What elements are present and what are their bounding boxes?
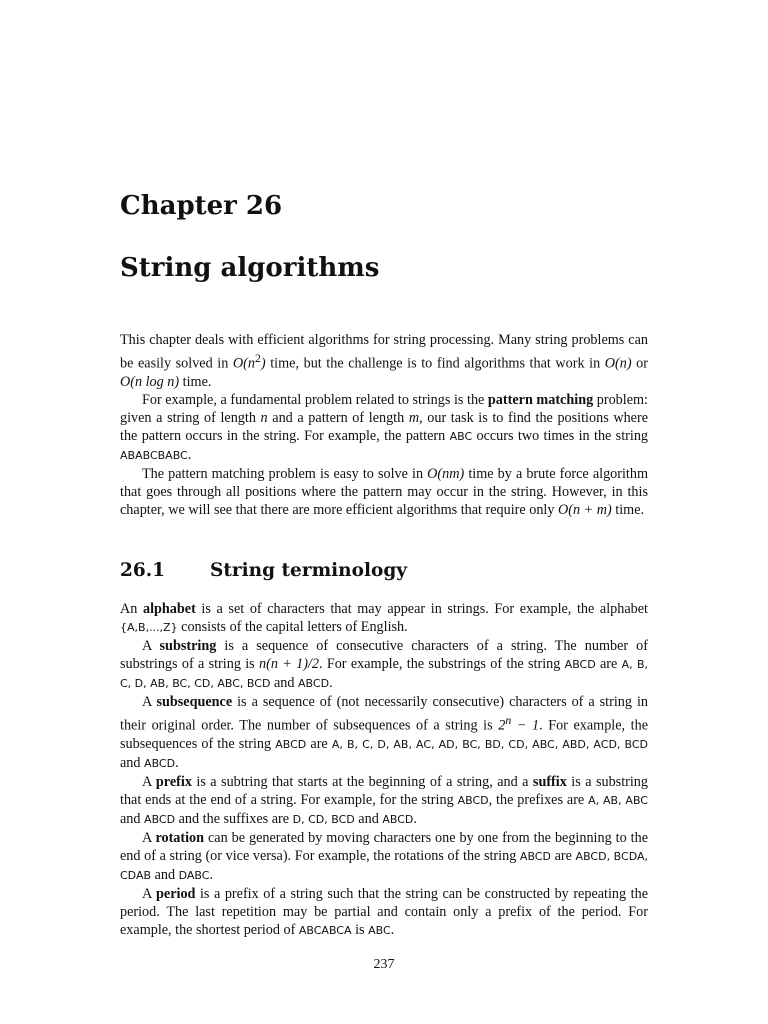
page-number: 237 — [373, 957, 395, 972]
text-run: consists of the capital letters of English. — [177, 619, 408, 635]
period-paragraph — [120, 885, 648, 940]
code-run: ABCD — [144, 812, 176, 826]
bold-term: suffix — [532, 773, 567, 790]
text-run: is — [351, 921, 369, 938]
text-run: . — [329, 675, 333, 691]
text-run: and — [120, 810, 145, 827]
text-run: time by a brute force algorithm that goes through all positions where the pattern may occur in the string. However, in this chapter, we will see that there are more efficient algorithms that require only — [120, 465, 649, 518]
text-run: is a sequence of (not necessarily consecutive) characters of a string in their original order. The number of subsequences of a string is — [120, 694, 648, 734]
text-run: . — [175, 754, 179, 771]
text-run: and the suffixes are — [175, 810, 293, 827]
math-run: ) — [260, 355, 266, 372]
code-run: D, CD, BCD — [292, 812, 355, 826]
text-run: The pattern matching problem is easy to solve in — [142, 465, 428, 482]
bold-term: period — [156, 885, 196, 902]
text-run: are — [550, 847, 576, 864]
text-run: This chapter deals with efficient algorithms for string processing. Many string problems can be easily solved in — [120, 332, 648, 372]
code-run: ABCD — [144, 756, 176, 770]
rotation-paragraph — [120, 829, 648, 885]
code-run: A, B, C, D, AB, AC, AD, BC, BD, CD, ABC, ABD, ACD, BCD — [331, 737, 648, 751]
text-run: . — [209, 866, 214, 883]
text-run: . For example, the subsequences of the string — [120, 717, 648, 752]
text-run: and — [151, 866, 179, 883]
text-run: time. — [611, 501, 645, 518]
code-run: ABCD — [275, 737, 307, 751]
text-run: and — [354, 810, 383, 827]
math-run: O(n) — [604, 355, 632, 372]
bold-term: pattern matching — [487, 391, 594, 408]
text-run: A — [142, 694, 157, 710]
bold-term: substring — [159, 638, 217, 654]
math-run: O(n + m) — [558, 501, 612, 518]
text-run: and a pattern of length — [267, 409, 409, 426]
code-run: ABCABCA — [298, 923, 352, 937]
chapter-title: String algorithms — [120, 253, 380, 283]
bold-term: prefix — [155, 773, 192, 790]
text-run: problem: given a string of length — [120, 391, 648, 426]
text-run: , the prefixes are — [488, 791, 589, 808]
code-run: A, AB, ABC — [588, 793, 648, 807]
text-run: A — [142, 829, 156, 846]
math-run: n(n + 1)/2 — [259, 656, 319, 672]
code-run: ABCD, BCDA, CDAB — [120, 849, 648, 882]
bold-term: alphabet — [142, 601, 196, 617]
section-title: String terminology — [210, 560, 408, 581]
math-run: − 1 — [511, 717, 540, 734]
text-run: is a set of characters that may appear in strings. For example, the alphabet — [195, 601, 648, 617]
section-number: 26.1 — [120, 560, 166, 581]
math-run: n — [260, 409, 268, 426]
text-run: . — [413, 810, 417, 827]
code-run: ABCD — [457, 793, 489, 807]
subsequence-paragraph — [120, 693, 648, 773]
text-run: . — [390, 921, 395, 938]
text-run: time. — [179, 373, 212, 390]
math-run: 2 — [498, 717, 506, 734]
math-run: O(n log n) — [120, 373, 180, 390]
substring-paragraph — [120, 637, 648, 693]
code-run: ABCD — [298, 677, 330, 690]
intro-paragraph-3 — [120, 465, 648, 519]
text-run: A — [142, 773, 156, 790]
text-run: For example, a fundamental problem related to strings is the — [142, 391, 488, 408]
bold-term: rotation — [155, 829, 205, 846]
prefix-paragraph — [120, 773, 648, 829]
code-run: ABC — [449, 429, 473, 443]
code-run: ABCD — [564, 658, 596, 671]
math-run: O(nm) — [427, 465, 465, 482]
text-run: , our task is to find the positions where the pattern occurs in the string. For example, the pattern — [120, 409, 648, 444]
code-run: ABCD — [519, 849, 551, 863]
code-run: {A,B,...,Z} — [120, 621, 178, 634]
text-run: can be generated by moving characters one by one from the beginning to the end of a string (or vice versa). For example, the rotations of the string — [120, 829, 648, 864]
math-run: O(n — [232, 355, 255, 372]
text-run: occurs two times in the string — [472, 427, 649, 444]
intro-paragraph-2 — [120, 391, 648, 465]
text-run: is a substring that ends at the end of a string. For example, for the string — [120, 773, 648, 808]
text-run: is a sequence of consecutive characters of a string. The number of substrings of a string is — [120, 638, 648, 672]
text-run: A — [142, 638, 160, 654]
code-run: ABABCBABC — [120, 448, 188, 462]
superscript: 2 — [255, 351, 261, 365]
section-body — [120, 600, 648, 940]
text-run: is a prefix of a string such that the string can be constructed by repeating the period. The last repetition may be partial and contain only a prefix of the period. For example, the shortest period of — [120, 885, 648, 938]
text-run: An — [120, 601, 143, 617]
text-run: and — [270, 675, 299, 691]
intro-paragraph-1 — [120, 331, 648, 391]
text-run: are — [595, 656, 622, 672]
text-run: or — [631, 355, 648, 372]
code-run: ABC — [368, 923, 391, 937]
code-run: DABC — [178, 868, 210, 882]
text-run: . — [187, 446, 192, 463]
text-run: . For example, the substrings of the string — [318, 656, 565, 672]
code-run: A, B, C, D, AB, BC, CD, ABC, BCD — [120, 658, 648, 690]
code-run: ABCD — [382, 812, 414, 826]
text-run: and — [120, 754, 145, 771]
section-heading — [120, 560, 407, 581]
superscript: n — [505, 713, 512, 727]
alphabet-paragraph — [120, 600, 648, 637]
text-run: are — [306, 735, 332, 752]
text-run: is a subtring that starts at the beginning of a string, and a — [191, 773, 533, 790]
text-run: A — [142, 885, 157, 902]
text-run: time, but the challenge is to find algorithms that work in — [265, 355, 605, 372]
chapter-label: Chapter 26 — [120, 191, 283, 221]
intro-text — [120, 331, 648, 519]
math-run: m — [408, 409, 420, 426]
bold-term: subsequence — [156, 694, 233, 710]
